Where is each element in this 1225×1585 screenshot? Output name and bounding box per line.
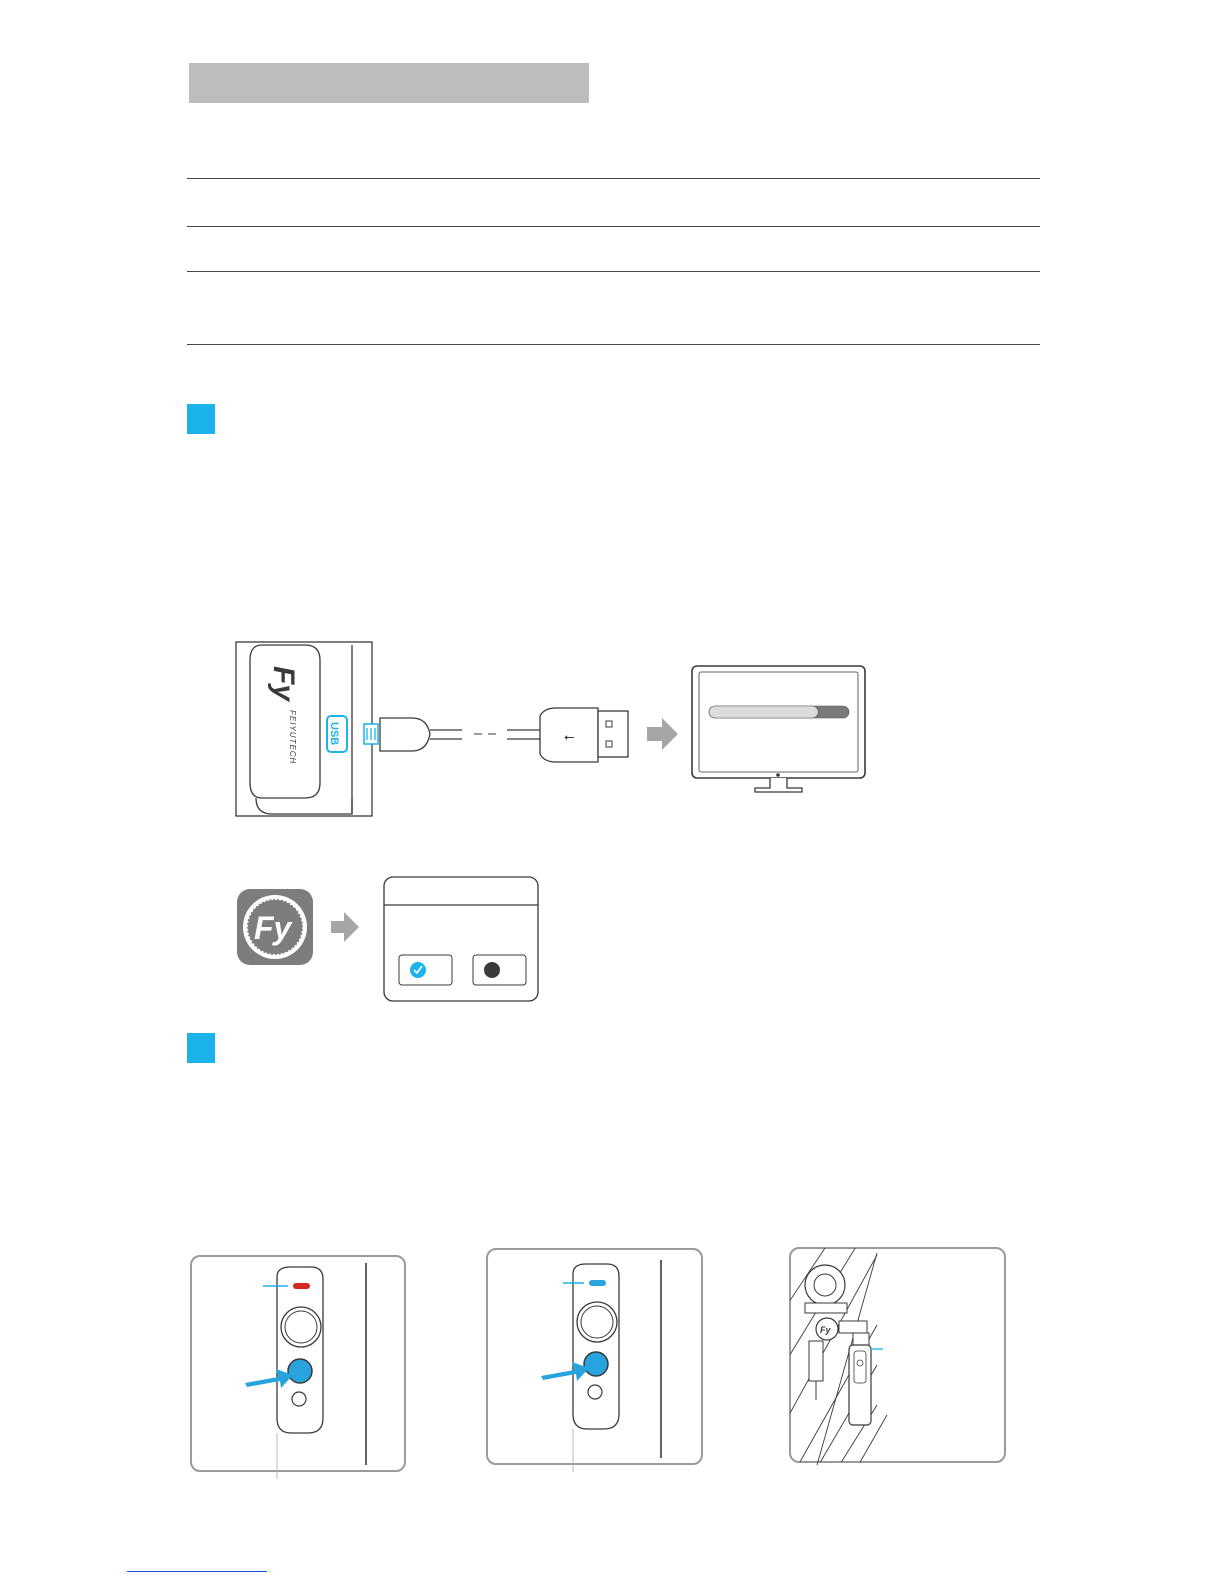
- gimbal-control-panel: [573, 1264, 619, 1429]
- step-marker-1: [187, 404, 215, 434]
- function-button: [584, 1352, 608, 1376]
- firmware-progress-fill: [709, 706, 818, 718]
- filled-circle-icon: [484, 962, 500, 978]
- step-panel-3: [787, 1245, 1007, 1467]
- app-dialog-figure: [236, 875, 548, 1008]
- section-header-bar: [189, 63, 589, 103]
- brand-text: FEIYUTECH: [288, 710, 297, 765]
- micro-usb-connector: [380, 718, 430, 751]
- usb-connection-figure: [230, 638, 880, 823]
- table-rule: [187, 271, 1040, 272]
- brand-logo: Fy: [267, 666, 300, 702]
- gimbal-control-panel: [277, 1267, 323, 1433]
- svg-text:Fy: Fy: [820, 1325, 831, 1335]
- table-rule: [187, 226, 1040, 227]
- table-rule-top: [187, 178, 1040, 179]
- status-led-blue: [589, 1280, 606, 1286]
- step-panel-2: [486, 1246, 706, 1473]
- function-button: [288, 1359, 312, 1383]
- svg-text:Fy: Fy: [254, 910, 292, 946]
- usb-trident-icon: ⭠: [564, 730, 575, 745]
- step-marker-2: [187, 1033, 215, 1063]
- usb-port-label: USB: [328, 722, 340, 746]
- status-led-red: [293, 1283, 310, 1289]
- footer-link-underline[interactable]: [127, 1571, 267, 1572]
- table-rule-bottom: [187, 344, 1040, 345]
- arrow-right-icon: [647, 718, 678, 750]
- arrow-right-icon: [331, 912, 359, 942]
- check-icon: [410, 962, 426, 978]
- step-panel-1: [190, 1253, 408, 1480]
